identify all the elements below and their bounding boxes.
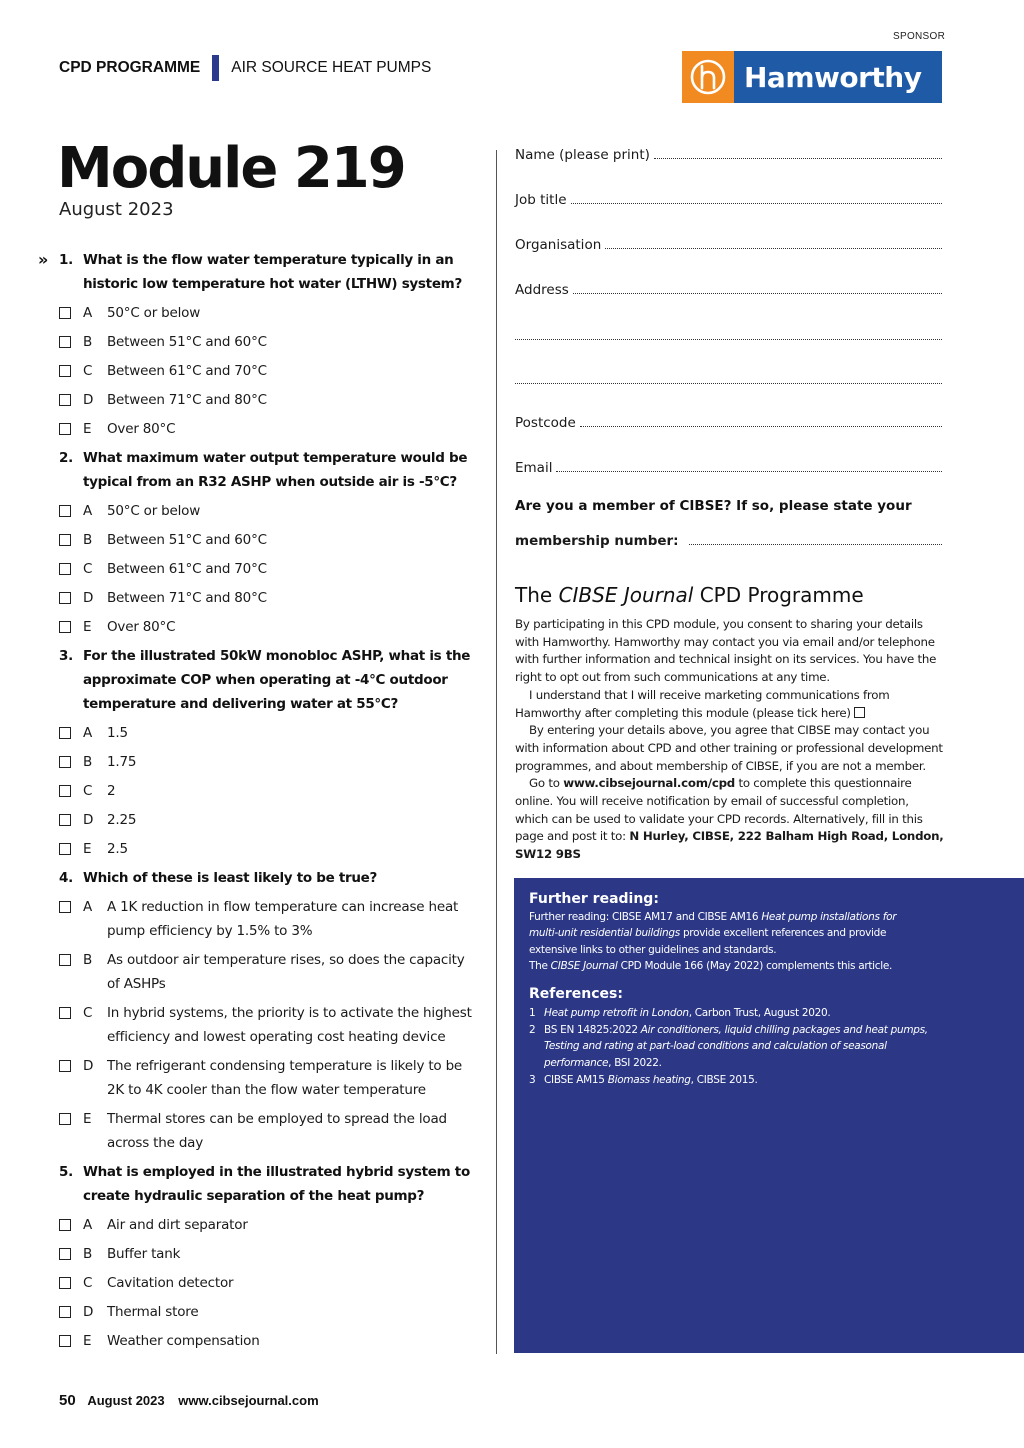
question-text: Which of these is least likely to be true? — [83, 870, 378, 886]
question-3 — [59, 644, 479, 716]
option-text: Cavitation detector — [107, 1275, 234, 1291]
question-2 — [59, 446, 479, 494]
organisation-input-line[interactable] — [605, 248, 942, 249]
option-text: A 1K reduction in flow temperature can increase heat pump efficiency by 1.5% to 3% — [107, 899, 459, 939]
organisation-label: Organisation — [515, 237, 602, 253]
option-letter: D — [83, 1304, 94, 1320]
answer-option[interactable] — [59, 1213, 479, 1237]
membership-number-label: membership number: — [515, 533, 679, 549]
postcode-label: Postcode — [515, 415, 576, 431]
address-input-line-2[interactable] — [515, 339, 942, 340]
answer-checkbox[interactable] — [59, 534, 71, 546]
answer-checkbox[interactable] — [59, 336, 71, 348]
postcode-input-line[interactable] — [580, 426, 942, 427]
answer-checkbox[interactable] — [59, 785, 71, 797]
answer-option[interactable] — [59, 1107, 479, 1155]
option-letter: D — [83, 392, 94, 408]
further-reading-text: Further reading: CIBSE AM17 and CIBSE AM16 Heat pump installations for multi-unit residential buildings provide excellent references and provide extensive links to other guidelines and standards. The CIBSE Journal CPD Module 166 (May 2022) complements this article. — [529, 911, 897, 972]
option-text: Weather compensation — [107, 1333, 260, 1349]
reference-source: , CIBSE 2015. — [690, 1074, 758, 1086]
footer-url: www.cibsejournal.com — [178, 1393, 319, 1408]
answer-checkbox[interactable] — [59, 727, 71, 739]
answer-option[interactable] — [59, 895, 479, 943]
name-label: Name (please print) — [515, 147, 650, 163]
page-footer — [59, 1392, 319, 1409]
question-5 — [59, 1160, 479, 1208]
chevron-right-icon: » — [38, 250, 49, 269]
answer-option[interactable] — [59, 721, 479, 745]
postal-address: N Hurley, CIBSE, 222 Balham High Road, London, SW12 9BS — [515, 829, 944, 862]
option-letter: D — [83, 812, 94, 828]
option-text: 2.25 — [107, 812, 137, 828]
job-title-input-line[interactable] — [571, 203, 943, 204]
option-text: Over 80°C — [107, 619, 176, 635]
answer-checkbox[interactable] — [59, 394, 71, 406]
option-text: 1.75 — [107, 754, 137, 770]
question-4 — [59, 866, 479, 890]
question-text: For the illustrated 50kW monobloc ASHP, what is the approximate COP when operating at -4°C outdoor temperature and delivering water at 55°C? — [83, 648, 471, 712]
consent-paragraph: By participating in this CPD module, you consent to sharing your details with Hamworthy. Hamworthy may contact you via email and/or telephone with further information and technical insight on its services. You have the right to opt out from such communications at any time. — [515, 617, 937, 685]
answer-checkbox[interactable] — [59, 592, 71, 604]
option-letter: D — [83, 590, 94, 606]
answer-checkbox[interactable] — [59, 621, 71, 633]
question-text: What maximum water output temperature would be typical from an R32 ASHP when outside air is -5°C? — [83, 450, 468, 490]
email-field[interactable] — [515, 460, 942, 476]
question-number: 5. — [59, 1164, 73, 1180]
reference-title: Biomass heating — [607, 1074, 691, 1086]
option-letter: A — [83, 725, 93, 741]
email-input-line[interactable] — [556, 471, 942, 472]
name-field[interactable] — [515, 147, 942, 163]
answer-checkbox[interactable] — [59, 756, 71, 768]
answer-option[interactable] — [59, 837, 479, 861]
option-letter: A — [83, 1217, 93, 1233]
option-text: 2.5 — [107, 841, 128, 857]
sponsor-label: SPONSOR — [893, 31, 946, 42]
further-reading-panel — [514, 878, 1024, 1353]
option-text: Between 71°C and 80°C — [107, 392, 267, 408]
option-letter: B — [83, 952, 93, 968]
address-input-line[interactable] — [573, 293, 942, 294]
question-list — [38, 248, 479, 1358]
marketing-paragraph: I understand that I will receive marketing communications from Hamworthy after completing this module (please tick here) — [515, 687, 890, 720]
membership-number-input-line[interactable] — [689, 544, 942, 545]
organisation-field[interactable] — [515, 237, 942, 253]
question-number: 3. — [59, 648, 73, 664]
answer-checkbox[interactable] — [59, 563, 71, 575]
option-letter: A — [83, 503, 93, 519]
reference-item — [529, 1005, 929, 1021]
option-letter: C — [83, 1005, 93, 1021]
hamworthy-logo-icon — [682, 51, 734, 103]
answer-option[interactable] — [59, 948, 479, 996]
answer-option[interactable] — [59, 1329, 479, 1353]
option-letter: C — [83, 363, 93, 379]
answer-option[interactable] — [59, 388, 479, 412]
reference-number: 2 — [529, 1024, 536, 1036]
hamworthy-logo — [682, 51, 942, 103]
membership-question: Are you a member of CIBSE? If so, please state your — [515, 498, 912, 514]
answer-checkbox[interactable] — [59, 1219, 71, 1231]
answer-option[interactable] — [59, 499, 479, 523]
option-letter: D — [83, 1058, 94, 1074]
job-title-field[interactable] — [515, 192, 942, 208]
cpd-programme-body — [515, 616, 945, 864]
cpd-programme-heading: The CIBSE Journal CPD Programme — [515, 583, 864, 607]
answer-option[interactable] — [59, 301, 479, 325]
reference-source: , Carbon Trust, August 2020. — [688, 1007, 831, 1019]
answer-option[interactable] — [59, 359, 479, 383]
option-text: Between 51°C and 60°C — [107, 334, 267, 350]
option-letter: B — [83, 754, 93, 770]
option-text: 2 — [107, 783, 116, 799]
answer-checkbox[interactable] — [59, 1277, 71, 1289]
option-text: Over 80°C — [107, 421, 176, 437]
option-text: Between 61°C and 70°C — [107, 363, 267, 379]
cpd-url-link[interactable]: www.cibsejournal.com/cpd — [563, 776, 735, 791]
address-label: Address — [515, 282, 569, 298]
section-header — [59, 55, 431, 81]
name-input-line[interactable] — [654, 158, 942, 159]
answer-option[interactable] — [59, 557, 479, 581]
answer-checkbox[interactable] — [59, 1060, 71, 1072]
option-text: Between 71°C and 80°C — [107, 590, 267, 606]
reference-number: 3 — [529, 1074, 536, 1086]
answer-option[interactable] — [59, 615, 479, 639]
option-letter: E — [83, 1111, 92, 1127]
further-reading-heading: Further reading: — [529, 891, 659, 907]
page-number: 50 — [59, 1392, 76, 1409]
address-field[interactable] — [515, 282, 942, 298]
option-letter: E — [83, 619, 92, 635]
answer-option[interactable] — [59, 808, 479, 832]
answer-option[interactable] — [59, 779, 479, 803]
answer-option[interactable] — [59, 1054, 479, 1102]
programme-label: CPD PROGRAMME — [59, 59, 201, 76]
references-heading: References: — [529, 986, 623, 1002]
option-text: Buffer tank — [107, 1246, 181, 1262]
module-date: August 2023 — [59, 199, 174, 220]
column-divider — [496, 150, 497, 1354]
answer-option[interactable] — [59, 330, 479, 354]
option-text: 50°C or below — [107, 305, 201, 321]
answer-checkbox[interactable] — [59, 1248, 71, 1260]
option-letter: B — [83, 1246, 93, 1262]
answer-option[interactable] — [59, 1242, 479, 1266]
answer-checkbox[interactable] — [59, 365, 71, 377]
address-line-3[interactable] — [515, 370, 942, 388]
option-letter: A — [83, 305, 93, 321]
question-number: 1. — [59, 252, 73, 268]
marketing-consent-checkbox[interactable] — [854, 707, 865, 718]
answer-option[interactable] — [59, 417, 479, 441]
membership-number-field[interactable] — [515, 533, 942, 549]
answer-option[interactable] — [59, 528, 479, 552]
logo-wordmark: Hamworthy — [734, 51, 942, 103]
address-line-2[interactable] — [515, 326, 942, 344]
option-letter: B — [83, 334, 93, 350]
answer-option[interactable] — [59, 1001, 479, 1049]
reference-prefix: BS EN 14825:2022 — [544, 1024, 641, 1036]
option-text: In hybrid systems, the priority is to activate the highest efficiency and lowest operating cost heating device — [107, 1005, 472, 1045]
question-number: 2. — [59, 450, 73, 466]
answer-checkbox[interactable] — [59, 843, 71, 855]
option-letter: B — [83, 532, 93, 548]
option-letter: C — [83, 783, 93, 799]
answer-checkbox[interactable] — [59, 307, 71, 319]
footer-date: August 2023 — [87, 1393, 165, 1408]
option-text: 1.5 — [107, 725, 128, 741]
option-letter: E — [83, 1333, 92, 1349]
answer-checkbox[interactable] — [59, 1007, 71, 1019]
cibse-contact-paragraph: By entering your details above, you agree that CIBSE may contact you with information about CPD and other training or professional development programmes, and about membership of CIBSE, if you are not a member. — [515, 723, 943, 773]
answer-option[interactable] — [59, 586, 479, 610]
option-text: As outdoor air temperature rises, so does the capacity of ASHPs — [107, 952, 465, 992]
reference-item — [529, 1072, 929, 1088]
reference-item — [529, 1022, 929, 1071]
answer-checkbox[interactable] — [59, 505, 71, 517]
postcode-field[interactable] — [515, 415, 942, 431]
reference-source: , BSI 2022. — [608, 1056, 662, 1069]
answer-checkbox[interactable] — [59, 1335, 71, 1347]
option-letter: C — [83, 561, 93, 577]
address-input-line-3[interactable] — [515, 383, 942, 384]
reference-number: 1 — [529, 1007, 536, 1019]
topic-label: AIR SOURCE HEAT PUMPS — [231, 59, 432, 76]
option-text: Air and dirt separator — [107, 1217, 248, 1233]
option-letter: E — [83, 841, 92, 857]
question-number: 4. — [59, 870, 73, 886]
job-title-label: Job title — [515, 192, 567, 208]
answer-option[interactable] — [59, 750, 479, 774]
header-divider-bar — [212, 55, 219, 81]
option-text: Between 61°C and 70°C — [107, 561, 267, 577]
option-text: The refrigerant condensing temperature is likely to be 2K to 4K cooler than the flow water temperature — [107, 1058, 463, 1098]
reference-title: Heat pump retrofit in London — [544, 1007, 689, 1019]
answer-option[interactable] — [59, 1300, 479, 1324]
reference-title: Air conditioners, liquid chilling packages and heat pumps, Testing and rating at part-load conditions and calculation of seasonal performance — [544, 1024, 928, 1069]
instructions-paragraph: Go to www.cibsejournal.com/cpd to complete this questionnaire online. You will receive notification by email of successful completion, which can be used to validate your CPD records. Alternatively, fill in this page and post it to: N Hurley, CIBSE, 222 Balham High Road, London, SW12 9BS — [515, 776, 944, 862]
question-text: What is employed in the illustrated hybrid system to create hydraulic separation of the heat pump? — [83, 1164, 470, 1204]
option-letter: C — [83, 1275, 93, 1291]
email-label: Email — [515, 460, 553, 476]
answer-checkbox[interactable] — [59, 954, 71, 966]
module-title: Module 219 — [57, 136, 405, 201]
answer-checkbox[interactable] — [59, 1113, 71, 1125]
answer-option[interactable] — [59, 1271, 479, 1295]
reference-prefix: CIBSE AM15 — [544, 1074, 608, 1086]
option-text: Between 51°C and 60°C — [107, 532, 267, 548]
answer-checkbox[interactable] — [59, 423, 71, 435]
answer-checkbox[interactable] — [59, 1306, 71, 1318]
option-text: 50°C or below — [107, 503, 201, 519]
option-letter: A — [83, 899, 93, 915]
option-text: Thermal store — [107, 1304, 199, 1320]
option-letter: E — [83, 421, 92, 437]
question-1 — [38, 248, 479, 296]
question-text: What is the flow water temperature typically in an historic low temperature hot water (LTHW) system? — [83, 252, 462, 292]
answer-checkbox[interactable] — [59, 901, 71, 913]
option-text: Thermal stores can be employed to spread the load across the day — [107, 1111, 447, 1151]
answer-checkbox[interactable] — [59, 814, 71, 826]
